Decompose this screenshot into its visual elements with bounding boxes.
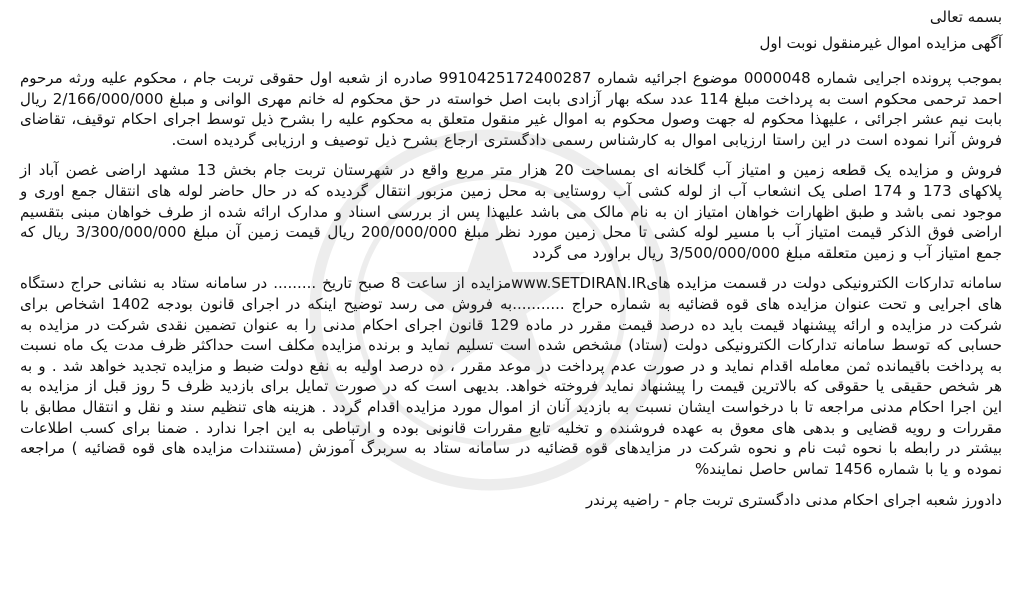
signature-line: دادورز شعبه اجرای احکام مدنی دادگستری تربت جام - راضیه پرندر: [585, 491, 1002, 510]
notice-title: آگهی مزایده اموال غیرمنقول نوبت اول: [759, 34, 1002, 52]
paragraph-case-details: بموجب پرونده اجرایی شماره 0000048 موضوع اجرائیه شماره 9910425172400287 صادره از شعبه اول حقوقی تربت جام ، محکوم علیه ورثه مرحوم احمد ترحمی محکوم است به پرداخت مبلغ 114 عدد سکه بهار آزادی بابت اصل خواسته در حق محکوم له خانم مهری الوانی و مبلغ 2/166/000/000 ریال بابت نیم عشر اجرائی ، علیهذا محکوم له جهت وصول محکوم به اموال غیر منقول متعلق به محکوم علیه را بشرح ذیل توسط اجرای احکام توقیف، تقاضای فروش آنرا نموده است در این راستا ارزیابی اموال به کارشناس رسمی دادگستری ارجاع بشرح ذیل توصیف و ارزیابی گردیده است.: [20, 69, 1003, 149]
paragraph-auction-terms: سامانه تدارکات الکترونیکی دولت در قسمت مزایده هایwww.SETDIRAN.IRمزایده از ساعت 8 صبح تاریخ ......... در سامانه ستاد به نشانی حراج دستگاه های اجرایی و تحت عنوان مزایده های قوه قضائیه به شماره حراج ...........به فروش می رسد توضیح اینکه در اجرای قانون بودجه 1402 اشخاص برای شرکت در مزایده و ارائه پیشنهاد قیمت باید ده درصد قیمت مقرر در ماده 129 قانون اجرای احکام مدنی را به عنوان تضمین نقدی شرکت در مزایده به حسابی که توسط سامانه تدارکات الکترونیکی دولت (ستاد) مشخص شده است تسلیم نماید و برنده مزایده مکلف است حداکثر ظرف مدت یک ماه نسبت به پرداخت باقیمانده ثمن معامله اقدام نماید و در صورت عدم پرداخت در موعد مقرر ، ده درصد اولیه به نفع دولت ضبط و مزایده تجدید خواهد شد . و به هر شخص حقیقی یا حقوقی که بالاترین قیمت را پیشنهاد نماید فروخته خواهد. بدیهی است که در صورت تمایل برای بازدید ظرف 5 روز قبل از مزایده به این اجرا احکام مدنی مراجعه تا با درخواست ایشان نسبت به بازدید آنان از اموال مورد مزایده اقدام گردد . هزینه های تنظیم سند و نقل و انتقال مطابق با مقررات و رویه قضایی و بدهی های معوق به عهده فروشنده و تخلیه تابع مقررات قانونی بوده و ارتباطی به این اجرا ندارد . ضمنا برای کسب اطلاعات بیشتر در رابطه با نحوه ثبت نام و نحوه شرکت در مزایدهای قوه قضائیه در سامانه ستاد به سربرگ آموزش (مستندات مزایده های قوه قضائیه ) مراجعه نموده و یا با شماره 1456 تماس حاصل نمایند%: [20, 274, 1002, 478]
basmala-heading: بسمه تعالی: [929, 8, 1002, 26]
paragraph-property-description: فروش و مزایده یک قطعه زمین و امتیاز آب گلخانه ای بمساحت 20 هزار متر مربع واقع در شهرستان تربت جام بخش 13 مشهد اراضی غصن آباد از پلاکهای 173 و 174 اصلی یک انشعاب آب از لوله کشی آب روستایی به محل زمین مزبور انتقال گردیده که در حال حاضر لوله های انتقال جمع اوری و موجود نمی باشد و طبق اظهارات خواهان امتیاز ان به نام مالک می باشد علیهذا پس از بررسی اسناد و مدارک ارائه شده از طرف خواهان مبنی بتقسیم اراضی فوق الذکر قیمت امتیاز آب با مسیر لوله کشی تا محل زمین مورد نظر مبلغ 200/000/000 ریال قیمت زمین آن مبلغ 3/300/000/000 ریال که جمع امتیاز آب و زمین متعلقه مبلغ 3/500/000/000 ریال براورد می گردد: [20, 161, 1003, 262]
